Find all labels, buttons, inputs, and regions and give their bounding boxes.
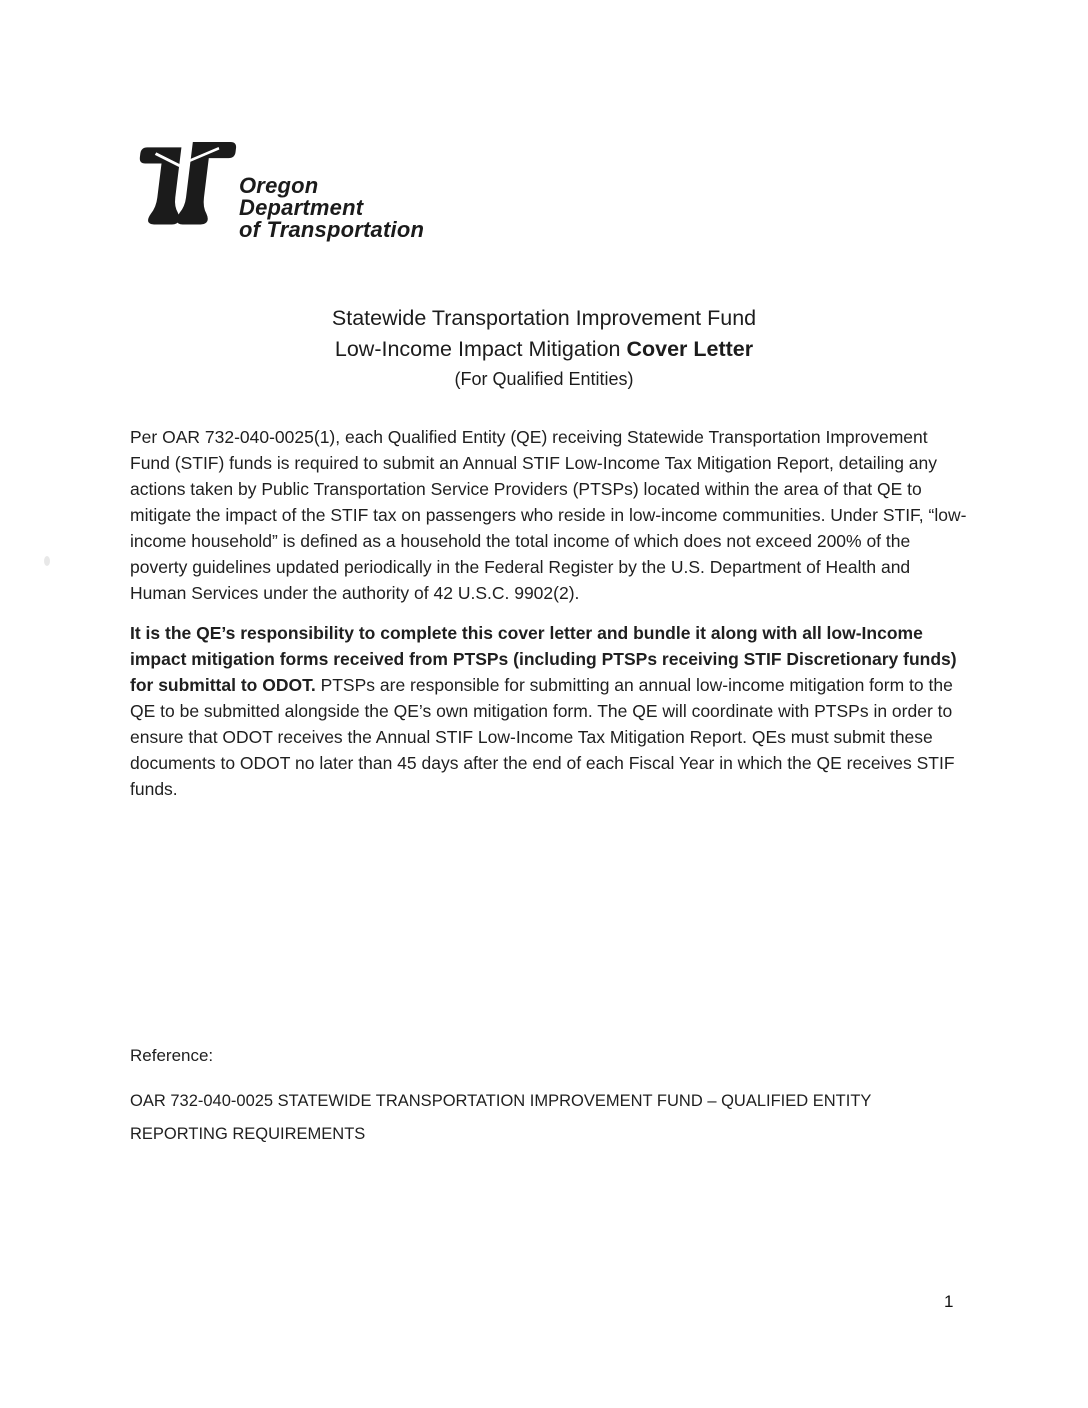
paragraph-intro: Per OAR 732-040-0025(1), each Qualified Entity (QE) receiving Statewide Transportation Improvement Fund (STIF) funds is required to submit an Annual STIF Low-Income Tax Mitigation Report, detailing any actions taken by Public Transportation Service Providers (PTSPs) located within the area of that QE to mitigate the impact of the STIF tax on passengers who reside in low-income communities. Under STIF, “low-income household” is defined as a household the total income of which does not exceed 200% of the poverty guidelines updated periodically in the Federal Register by the U.S. Department of Health and Human Services under the authority of 42 U.S.C. 9902(2). xyxy=(130,427,967,603)
reference-citation: OAR 732-040-0025 STATEWIDE TRANSPORTATION IMPROVEMENT FUND – QUALIFIED ENTITY REPORTING REQUIREMENTS xyxy=(130,1092,872,1143)
logo-text-line1: Oregon xyxy=(239,173,319,198)
paragraph-responsibility-regular: PTSPs are responsible for submitting an annual low-income mitigation form to the QE to be submitted alongside the QE’s own mitigation form. The QE will coordinate with PTSPs in order to ensure that ODOT receives the Annual STIF Low-Income Tax Mitigation Report. QEs must submit these documents to ODOT no later than 45 days after the end of each Fiscal Year in which the QE receives STIF funds. xyxy=(130,675,955,799)
logo-text-line2: Department xyxy=(239,195,364,220)
title-line-2-bold: Cover Letter xyxy=(626,337,754,361)
odot-logo-text xyxy=(239,175,424,241)
page-number: 1 xyxy=(944,1292,954,1311)
title-line-1: Statewide Transportation Improvement Fund xyxy=(331,306,757,330)
title-line-2 xyxy=(0,334,1088,365)
document-title xyxy=(0,303,1088,393)
logo-text-line3: of Transportation xyxy=(239,217,425,242)
odot-logo xyxy=(133,135,425,242)
title-line-2-regular: Low-Income Impact Mitigation xyxy=(334,337,627,361)
odot-logo-icon xyxy=(133,135,237,235)
paragraph-responsibility xyxy=(130,620,968,802)
reference-label: Reference: xyxy=(130,1046,214,1065)
paragraph-responsibility-bold: It is the QE’s responsibility to complete this cover letter and bundle it along with all low-Income impact mitigation forms received from PTSPs (including PTSPs receiving STIF Discretionary funds) for submittal to ODOT. xyxy=(130,623,957,695)
scan-smudge xyxy=(44,556,50,566)
title-line-3: (For Qualified Entities) xyxy=(454,369,634,389)
